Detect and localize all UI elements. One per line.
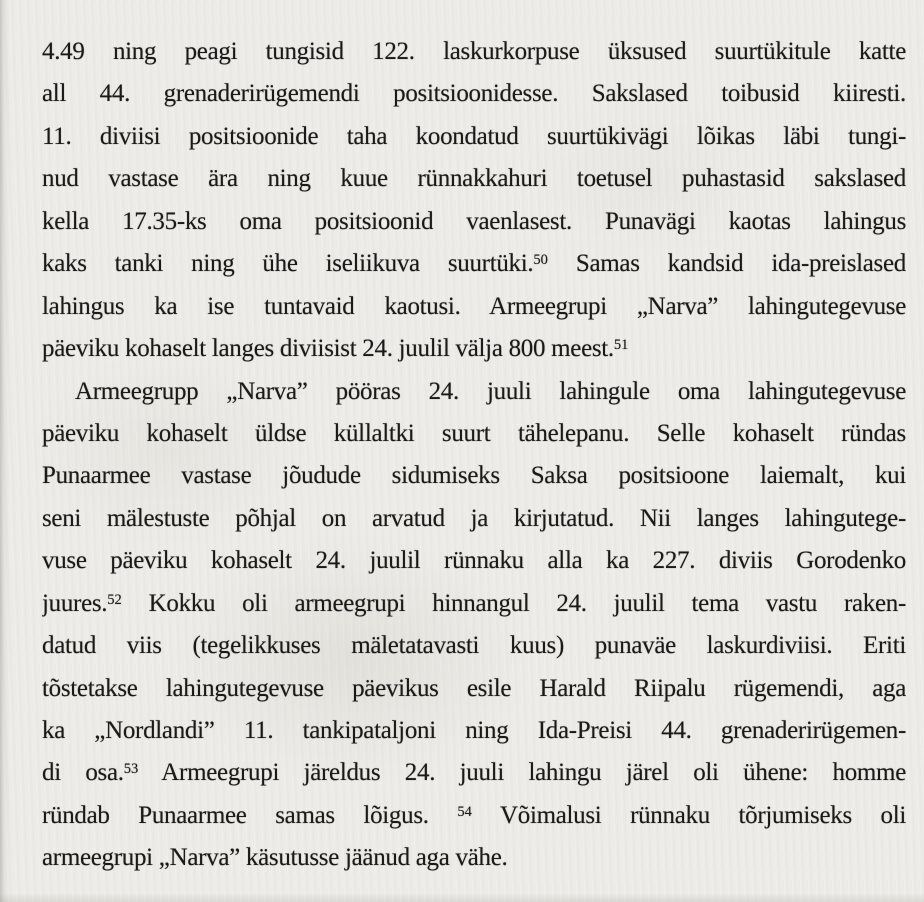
text-line: 11. diviisi positsioonide taha koondatud suurtükivägi lõikas läbi tungi-	[42, 122, 906, 150]
text-line: armeegrupi „Narva” käsutusse jäänud aga vähe.	[42, 844, 508, 872]
text-line: Punaarmee vastase jõudude sidumiseks Saksa positsioone laiemalt, kui	[42, 462, 906, 490]
text-line: ründab Punaarmee samas lõigus. $^{54}$ Võimalusi rünnaku tõrjumiseks oli	[42, 801, 906, 829]
text-line: all 44. grenaderirügemendi positsioonidesse. Sakslased toibusid kiiresti.	[42, 80, 906, 108]
paragraph	[42, 31, 906, 371]
paragraph	[42, 371, 906, 880]
text-line: nud vastase ära ning kuue rünnakkahuri toetusel puhastasid sakslased	[42, 165, 906, 193]
text-line: lahingus ka ise tuntavaid kaotusi. Armeegrupi „Narva” lahingutegevuse	[42, 292, 906, 320]
text-line: päeviku kohaselt üldse küllaltki suurt tähelepanu. Selle kohaselt ründas	[42, 419, 906, 447]
text-line: kella 17.35-ks oma positsioonid vaenlasest. Punavägi kaotas lahingus	[42, 207, 906, 235]
footnote-ref: 54	[457, 803, 472, 820]
text-line: juures.$^{52}$ Kokku oli armeegrupi hinnangul 24. juulil tema vastu raken-	[42, 589, 906, 617]
text-line: vuse päeviku kohaselt 24. juulil rünnaku alla ka 227. diviis Gorodenko	[42, 547, 906, 575]
text-line: Armeegrupp „Narva” pööras 24. juuli lahingule oma lahingutegevuse	[75, 377, 906, 405]
text-line: tõstetakse lahingutegevuse päevikus esile Harald Riipalu rügemendi, aga	[42, 674, 906, 702]
text-line: seni mälestuste põhjal on arvatud ja kirjutatud. Nii langes lahingutege-	[42, 504, 906, 532]
footnote-ref: 50	[533, 252, 548, 269]
text-line: ka „Nordlandi” 11. tankipataljoni ning Ida-Preisi 44. grenaderirügemen-	[42, 717, 906, 744]
footnote-ref: 51	[613, 337, 629, 354]
text-line: päeviku kohaselt langes diviisist 24. juulil välja 800 meest.$^{51}$	[42, 335, 629, 363]
text-line: datud viis (tegelikkuses mäletatavasti kuus) punaväe laskurdiviisi. Eriti	[42, 632, 906, 660]
text-line: kaks tanki ning ühe iseliikuva suurtüki.$^{50}$ Samas kandsid ida-preislased	[42, 250, 906, 278]
footnote-ref: 53	[123, 761, 139, 778]
text-line: 4.49 ning peagi tungisid 122. laskurkorpuse üksused suurtükitule katte	[42, 38, 906, 65]
text-block	[42, 31, 906, 880]
text-line: di osa.$^{53}$ Armeegrupi järeldus 24. juuli lahingu järel oli ühene: homme	[42, 759, 906, 787]
footnote-ref: 52	[107, 591, 122, 608]
